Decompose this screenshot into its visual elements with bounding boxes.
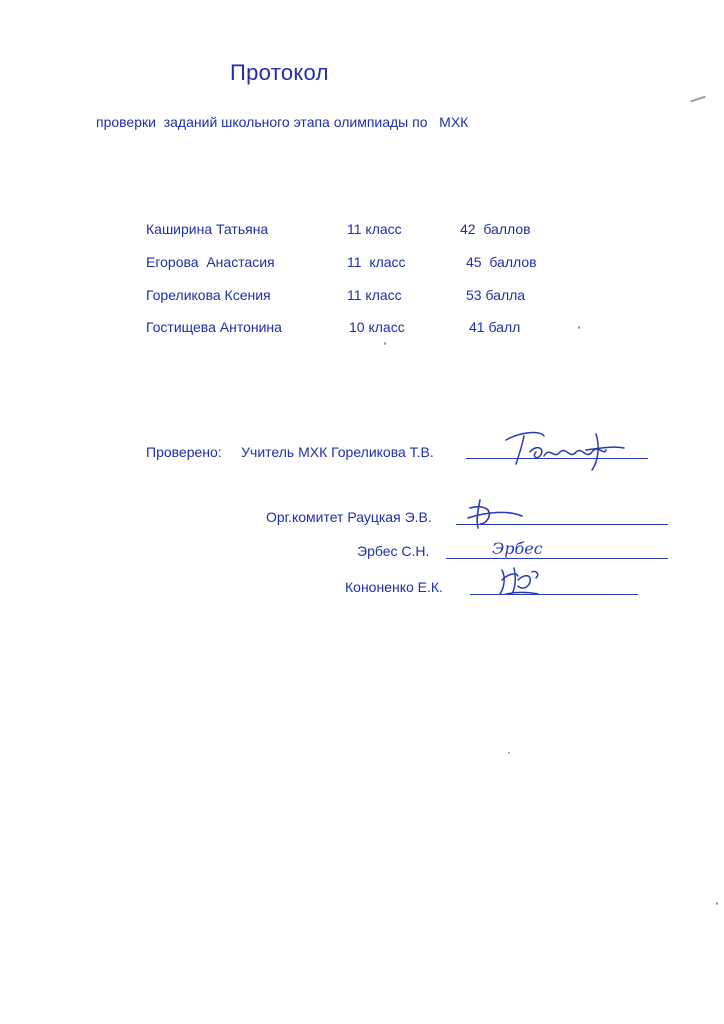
- student-name: Гореликова Ксения: [146, 287, 271, 303]
- scan-speck: [384, 342, 386, 345]
- kononenko-signature: [492, 562, 552, 600]
- result-row: [0, 287, 724, 307]
- scan-speck: [716, 902, 718, 905]
- scan-speck: [508, 752, 510, 754]
- erbes-signature: [490, 534, 560, 564]
- student-score: 41 балл: [469, 319, 521, 335]
- document-subtitle: проверки заданий школьного этапа олимпиады по МХК: [96, 114, 469, 130]
- student-grade: 11 класс: [347, 221, 402, 237]
- teacher-signature: [500, 426, 630, 476]
- student-grade: 10 класс: [349, 319, 405, 335]
- checked-by-label: Проверено: Учитель МХК Гореликова Т.В.: [146, 444, 434, 460]
- scan-speck: [578, 326, 580, 329]
- student-grade: 11 класс: [347, 254, 406, 270]
- kononenko-label: Кононенко Е.К.: [345, 579, 443, 595]
- orgcommittee-label: Орг.комитет Рауцкая Э.В.: [266, 509, 432, 525]
- student-grade: 11 класс: [347, 287, 402, 303]
- document-title: Протокол: [230, 60, 329, 85]
- erbes-label: Эрбес С.Н.: [357, 543, 430, 559]
- orgcommittee-signature: [462, 494, 532, 534]
- student-score: 53 балла: [466, 287, 526, 303]
- student-score: 42 баллов: [460, 221, 531, 237]
- student-name: Егорова Анастасия: [146, 254, 275, 270]
- result-row: [0, 319, 724, 339]
- result-row: [0, 221, 724, 241]
- scan-speck: [690, 96, 706, 103]
- result-row: [0, 254, 724, 274]
- erbes-signature-text: Эрбес: [492, 539, 543, 558]
- student-score: 45 баллов: [466, 254, 537, 270]
- student-name: Каширина Татьяна: [146, 221, 269, 237]
- student-name: Гостищева Антонина: [146, 319, 282, 335]
